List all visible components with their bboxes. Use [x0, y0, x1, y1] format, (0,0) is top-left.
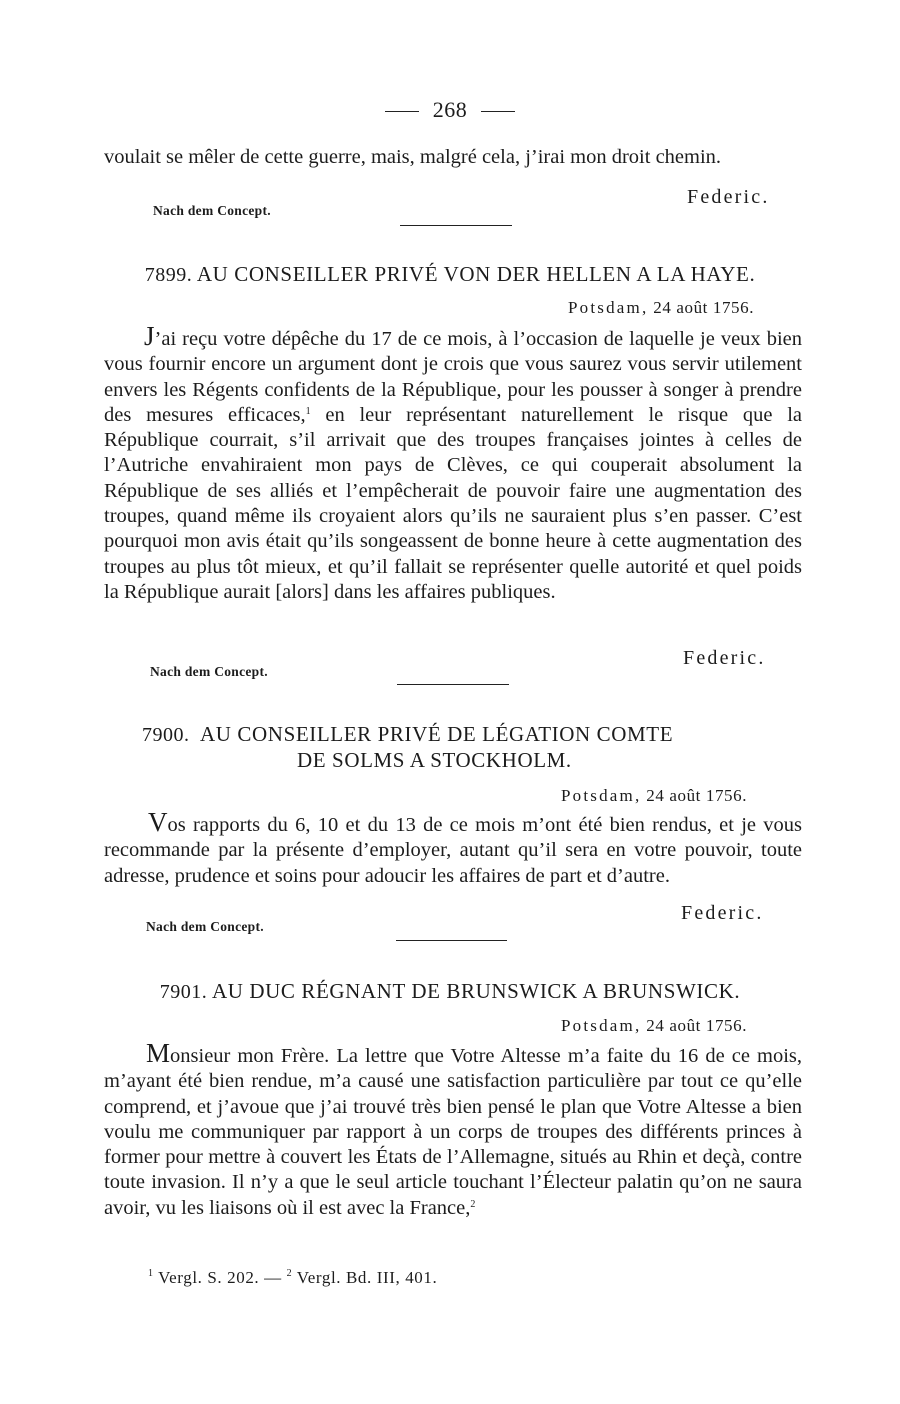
- footnote-mark: 2: [286, 1268, 293, 1279]
- letter-body-7901: [104, 1038, 802, 1221]
- section-divider: [396, 940, 507, 941]
- letter-number: 7900.: [142, 724, 190, 746]
- footnote-reference: 2: [470, 1198, 476, 1210]
- body-text-continued: en leur représentant naturellement le risque que la République courrait, s’il arrivait que des troupes françaises jointes à celles de l’Autriche envahiraient mon pays de Clèves, ce qui couperait absolument la République de ses alliés et l’empêcherait de pouvoir faire une augmentation des troupes, quand même ils croyaient alors qu’ils ne sauraient plus s’en passer. C’est pourquoi mon avis était qu’ils songeassent de bonne heure à cette augmentation des troupes au plus tôt mieux, et qu’il fallait se représenter quelle autorité et quel poids la République aurait [alors] dans les affaires publiques.: [104, 403, 803, 603]
- letter-heading-title: AU CONSEILLER PRIVÉ DE LÉGATION COMTE: [200, 722, 674, 746]
- footnote-text: Vergl. Bd. III, 401.: [296, 1268, 438, 1287]
- page-number: 268: [432, 97, 468, 122]
- letter-heading-7900-line2: DE SOLMS A STOCKHOLM.: [297, 748, 572, 772]
- body-text: onsieur mon Frère. La lettre que Votre Altesse m’a faite du 16 de ce mois, m’ayant été bien rendue, m’a causé une satisfaction particulière par tout ce qu’elle comprend, et j’avoue que j’ai trouvé très bien pensé le plan que Votre Altesse a bien voulu me communiquer par rapport à un corps de troupes des différents princes à former pour mettre à couvert les États de l’Allemagne, situés au Rhin et deçà, contre toute invasion. Il n’y a que le seul article touchant l’Électeur palatin qu’on ne saura avoir, vu les liaisons où il est avec la France,: [104, 1045, 802, 1219]
- header-dash-left: [385, 111, 419, 112]
- letter-body-7900: [104, 807, 802, 889]
- letter-source-note-7900: Nach dem Concept.: [146, 919, 264, 934]
- letter-heading-7901: [0, 979, 900, 1004]
- letter-dateline-7900: [561, 786, 747, 806]
- intro-source-note: Nach dem Concept.: [153, 203, 271, 218]
- intro-paragraph: voulait se mêler de cette guerre, mais, malgré cela, j’irai mon droit chemin.: [104, 146, 722, 168]
- letter-heading-title: AU CONSEILLER PRIVÉ VON DER HELLEN A LA HAYE.: [196, 262, 756, 286]
- letter-signature-7900: Federic.: [681, 902, 764, 924]
- intro-signature: Federic.: [687, 186, 770, 208]
- dateline-place: Potsdam,: [561, 1016, 642, 1035]
- letter-heading-7899: [0, 262, 900, 287]
- drop-cap: J: [144, 321, 155, 351]
- footnote-separator: —: [264, 1268, 282, 1287]
- letter-dateline-7899: [568, 298, 754, 318]
- body-text: ’ai reçu votre dépêche du 17 de ce mois, à l’occasion de laquelle je veux bien vous fournir encore un argument dont je crois que vous saurez vous servir utilement envers les Régents confidents de la République, pour les pousser à songer à prendre des mesures efficaces,: [104, 328, 802, 426]
- dateline-date: 24 août 1756.: [653, 298, 755, 317]
- section-divider: [397, 684, 509, 685]
- letter-number: 7901.: [159, 981, 208, 1003]
- letter-body-7899: [104, 321, 803, 605]
- letter-source-note-7899: Nach dem Concept.: [150, 664, 268, 679]
- letter-signature-7899: Federic.: [683, 647, 766, 669]
- drop-cap: V: [148, 807, 168, 837]
- footnote-text: Vergl. S. 202.: [158, 1268, 260, 1287]
- footnotes: [148, 1268, 437, 1288]
- section-divider: [400, 225, 512, 226]
- letter-dateline-7901: [561, 1016, 747, 1036]
- drop-cap: M: [146, 1038, 171, 1068]
- dateline-place: Potsdam,: [561, 786, 642, 805]
- letter-heading-title: AU DUC RÉGNANT DE BRUNSWICK A BRUNSWICK.: [211, 979, 741, 1003]
- footnote-reference: 1: [305, 405, 311, 417]
- footnote-mark: 1: [148, 1268, 154, 1279]
- header-dash-right: [481, 111, 515, 112]
- page-number-header: [0, 97, 900, 123]
- letter-number: 7899.: [144, 264, 193, 286]
- body-text: os rapports du 6, 10 et du 13 de ce mois m’ont été bien rendus, et je vous recommande par la présente d’employer, autant qu’il sera en votre pouvoir, toute adresse, prudence et soins pour adoucir les affaires de part et d’autre.: [104, 814, 802, 887]
- letter-heading-7900: [142, 722, 802, 747]
- dateline-date: 24 août 1756.: [646, 1016, 748, 1035]
- dateline-place: Potsdam,: [568, 298, 649, 317]
- dateline-date: 24 août 1756.: [646, 786, 748, 805]
